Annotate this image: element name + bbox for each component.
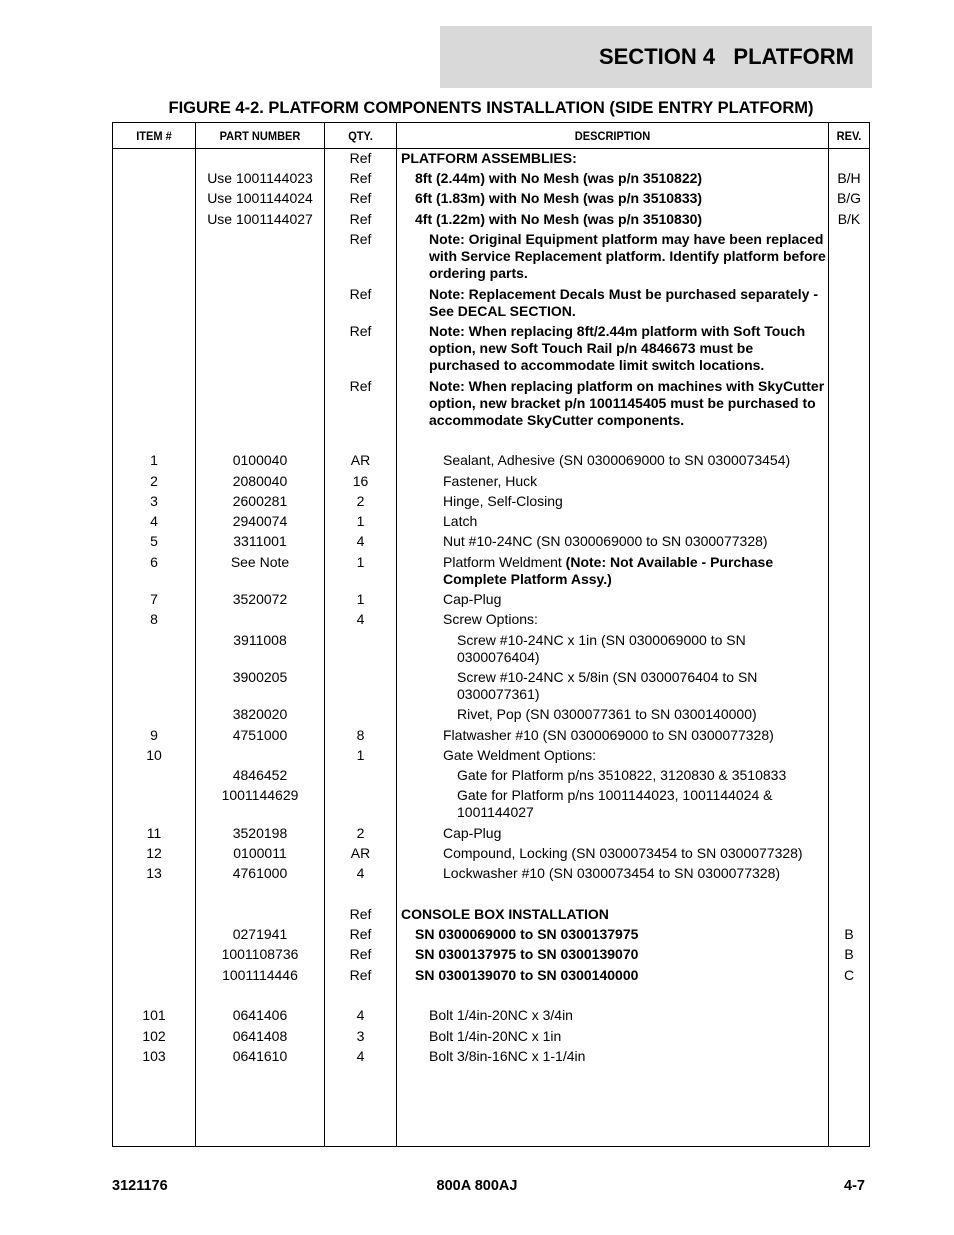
description-text: SN 0300139070 to SN 0300140000	[415, 967, 639, 983]
item-number: 6	[150, 554, 158, 570]
part-number: 2940074	[232, 513, 288, 529]
quantity: Ref	[349, 946, 372, 962]
footer-doc-number: 3121176	[112, 1178, 168, 1194]
description-text: Bolt 3/8in-16NC x 1-1/4in	[429, 1048, 586, 1064]
quantity: Ref	[349, 231, 372, 247]
quantity: 1	[356, 591, 365, 607]
part-number: 3900205	[232, 669, 288, 685]
description	[397, 513, 827, 530]
item-number: 13	[146, 865, 162, 881]
description	[397, 211, 827, 228]
description-text: CONSOLE BOX INSTALLATION	[401, 906, 609, 922]
item-number: 5	[150, 533, 158, 549]
part-number: 3520198	[232, 825, 288, 841]
quantity: 2	[356, 493, 365, 509]
description	[397, 452, 827, 469]
item-number: 101	[142, 1007, 166, 1023]
description	[397, 1007, 827, 1024]
header-divider	[113, 148, 869, 149]
revision: B/K	[837, 211, 861, 227]
quantity: AR	[350, 845, 371, 861]
quantity: 8	[356, 727, 365, 743]
parts-table	[112, 122, 870, 1147]
part-number: See Note	[230, 554, 290, 570]
part-number: Use 1001144024	[207, 190, 313, 206]
item-number: 7	[150, 591, 158, 607]
description	[397, 767, 827, 784]
description	[397, 493, 827, 510]
description-text: PLATFORM ASSEMBLIES:	[401, 150, 577, 166]
description	[397, 926, 827, 943]
description	[397, 906, 827, 923]
quantity: 1	[356, 554, 365, 570]
description	[397, 845, 827, 862]
description-text: Flatwasher #10 (SN 0300069000 to SN 0300077328)	[443, 727, 774, 743]
part-number: 1001108736	[221, 946, 299, 962]
description	[397, 591, 827, 608]
item-number: 1	[150, 452, 158, 468]
quantity: 3	[356, 1028, 365, 1044]
footer-page-number: 4-7	[844, 1178, 865, 1194]
part-number: 4846452	[232, 767, 288, 783]
description-text: Screw #10-24NC x 5/8in (SN 0300076404 to SN 0300077361)	[457, 669, 758, 702]
description	[397, 706, 827, 723]
quantity: 16	[352, 473, 369, 489]
description	[397, 865, 827, 882]
description-text: Note: Original Equipment platform may have been replaced with Service Replacement platform. Identify platform before ordering parts.	[429, 231, 826, 281]
description	[397, 323, 827, 374]
item-number: 102	[142, 1028, 166, 1044]
description-text: Screw Options:	[443, 611, 538, 627]
col-header-rev: REV.	[836, 128, 862, 143]
part-number: 0641406	[232, 1007, 288, 1023]
column-divider	[828, 123, 829, 1146]
column-divider	[324, 123, 325, 1146]
part-number: 0100011	[233, 845, 287, 861]
description	[397, 747, 827, 764]
quantity: Ref	[349, 211, 372, 227]
description	[397, 286, 827, 320]
quantity: Ref	[349, 170, 372, 186]
revision: C	[843, 967, 855, 983]
item-number: 11	[146, 825, 162, 841]
description	[397, 533, 827, 550]
quantity: Ref	[349, 378, 372, 394]
col-header-description: DESCRIPTION	[574, 128, 651, 143]
part-number: 4751000	[232, 727, 288, 743]
description-text: Hinge, Self-Closing	[443, 493, 563, 509]
description	[397, 190, 827, 207]
item-number: 103	[142, 1048, 166, 1064]
col-header-part-number: PART NUMBER	[219, 128, 301, 143]
part-number: 0100040	[232, 452, 288, 468]
description	[397, 1048, 827, 1065]
description-text: Bolt 1/4in-20NC x 1in	[429, 1028, 562, 1044]
quantity: 4	[356, 1007, 365, 1023]
revision: B/H	[837, 170, 861, 186]
part-number: 3520072	[232, 591, 288, 607]
revision: B	[844, 946, 854, 962]
description-text: 8ft (2.44m) with No Mesh (was p/n 3510822)	[415, 170, 703, 186]
quantity: Ref	[349, 150, 372, 166]
part-number: 1001114446	[222, 967, 298, 983]
part-number: 1001144629	[221, 787, 299, 803]
description-text: Screw #10-24NC x 1in (SN 0300069000 to SN 0300076404)	[457, 632, 746, 665]
description-text: Note: Replacement Decals Must be purchased separately - See DECAL SECTION.	[429, 286, 819, 319]
description-text: Latch	[443, 513, 478, 529]
description-text: Nut #10-24NC (SN 0300069000 to SN 0300077328)	[443, 533, 768, 549]
description	[397, 787, 827, 821]
section-title: SECTION 4 PLATFORM	[598, 44, 854, 69]
description-text: 4ft (1.22m) with No Mesh (was p/n 3510830)	[415, 211, 703, 227]
item-number: 12	[146, 845, 162, 861]
description	[397, 554, 827, 588]
description-text: Lockwasher #10 (SN 0300073454 to SN 0300077328)	[443, 865, 781, 881]
description-text: Cap-Plug	[443, 825, 502, 841]
quantity: Ref	[349, 190, 372, 206]
description	[397, 170, 827, 187]
quantity: 4	[356, 1048, 365, 1064]
description-text: Cap-Plug	[443, 591, 502, 607]
part-number: 0641610	[232, 1048, 288, 1064]
item-number: 9	[150, 727, 158, 743]
description	[397, 669, 827, 703]
description	[397, 967, 827, 984]
description-text: Gate Weldment Options:	[443, 747, 597, 763]
section-header	[440, 26, 872, 88]
description-text: SN 0300069000 to SN 0300137975	[415, 926, 639, 942]
description-note: (Note: Not Available - Purchase Complete Platform Assy.)	[443, 554, 774, 587]
figure-title: FIGURE 4-2. PLATFORM COMPONENTS INSTALLATION (SIDE ENTRY PLATFORM)	[168, 99, 814, 117]
footer-model: 800A 800AJ	[436, 1178, 518, 1194]
part-number: 2080040	[232, 473, 288, 489]
quantity: Ref	[349, 286, 372, 302]
description	[397, 378, 827, 429]
description-text: Note: When replacing 8ft/2.44m platform with Soft Touch option, new Soft Touch Rail p/n 4846673 must be purchased to accommodate limit switch locations.	[429, 323, 806, 373]
description	[397, 727, 827, 744]
description-text: Fastener, Huck	[443, 473, 538, 489]
part-number: 2600281	[232, 493, 288, 509]
description	[397, 632, 827, 666]
description	[397, 611, 827, 628]
description-text: Sealant, Adhesive (SN 0300069000 to SN 0300073454)	[443, 452, 791, 468]
quantity: 2	[356, 825, 365, 841]
description-text: Bolt 1/4in-20NC x 3/4in	[429, 1007, 573, 1023]
quantity: 4	[356, 865, 365, 881]
description-text: Platform Weldment	[443, 554, 562, 570]
description	[397, 825, 827, 842]
description-text: Gate for Platform p/ns 1001144023, 1001144024 & 1001144027	[457, 787, 773, 820]
quantity: 4	[356, 611, 365, 627]
col-header-item: ITEM #	[136, 128, 172, 143]
part-number: Use 1001144023	[207, 170, 313, 186]
quantity: Ref	[349, 926, 372, 942]
col-header-qty: QTY.	[348, 128, 373, 143]
item-number: 3	[150, 493, 158, 509]
description-text: SN 0300137975 to SN 0300139070	[415, 946, 639, 962]
revision: B/G	[836, 190, 862, 206]
description	[397, 473, 827, 490]
quantity: 4	[356, 533, 365, 549]
part-number: 4761000	[232, 865, 288, 881]
revision: B	[844, 926, 854, 942]
part-number: 0641408	[232, 1028, 288, 1044]
part-number: Use 1001144027	[207, 211, 313, 227]
quantity: Ref	[349, 967, 372, 983]
quantity: 1	[356, 513, 365, 529]
part-number: 3911008	[233, 632, 287, 648]
description-text: Rivet, Pop (SN 0300077361 to SN 0300140000)	[457, 706, 757, 722]
part-number: 3820020	[232, 706, 288, 722]
description-text: Gate for Platform p/ns 3510822, 3120830 & 3510833	[457, 767, 787, 783]
quantity: Ref	[349, 906, 372, 922]
part-number: 3311001	[233, 533, 287, 549]
description-text: 6ft (1.83m) with No Mesh (was p/n 3510833)	[415, 190, 703, 206]
quantity: AR	[350, 452, 371, 468]
description	[397, 150, 827, 167]
quantity: 1	[356, 747, 365, 763]
description-text: Note: When replacing platform on machines with SkyCutter option, new bracket p/n 1001145405 must be purchased to accommodate SkyCutter components.	[429, 378, 825, 428]
item-number: 10	[146, 747, 162, 763]
description	[397, 231, 827, 282]
item-number: 8	[150, 611, 158, 627]
description	[397, 946, 827, 963]
item-number: 4	[150, 513, 158, 529]
part-number: 0271941	[232, 926, 288, 942]
description	[397, 1028, 827, 1045]
description-text: Compound, Locking (SN 0300073454 to SN 0300077328)	[443, 845, 803, 861]
item-number: 2	[150, 473, 158, 489]
quantity: Ref	[349, 323, 372, 339]
